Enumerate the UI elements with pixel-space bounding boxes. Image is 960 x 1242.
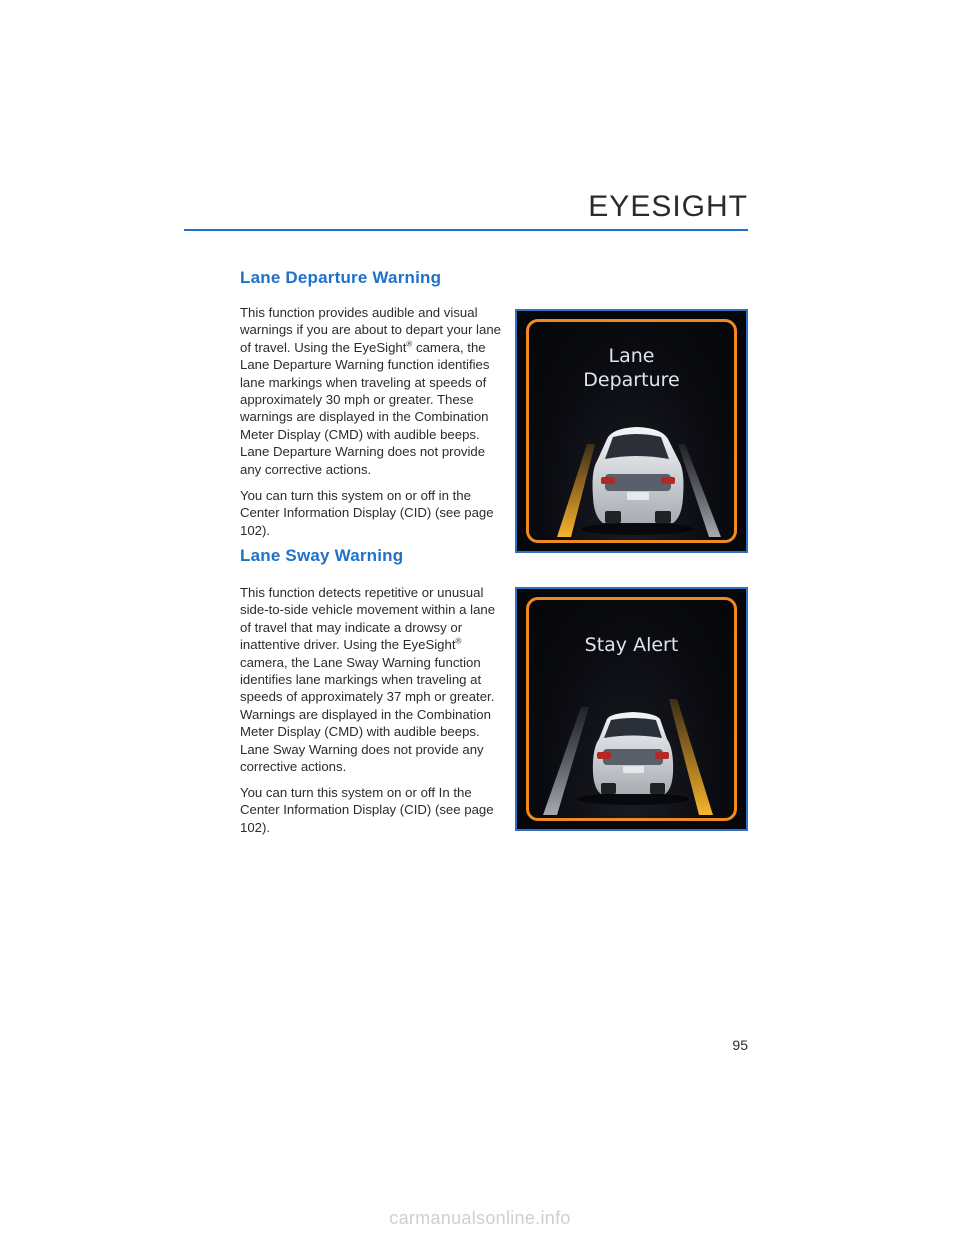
right-lane-line bbox=[678, 444, 721, 537]
lane-departure-display bbox=[515, 309, 748, 553]
lane-departure-text-b: camera, the Lane Departure Warning function identifies lane markings when traveling at speeds of approximately 30 mph or greater. These warnings are displayed in the Combination Meter Display (CMD) with audible beeps. Lane Departure Warning does not provide any corrective actions. bbox=[240, 339, 490, 477]
lane-departure-message-line1: Lane bbox=[608, 345, 655, 367]
car-icon bbox=[581, 427, 693, 535]
lane-sway-toggle-note: You can turn this system on or off In the Center Information Display (CID) (see page 102). bbox=[240, 785, 494, 835]
lane-departure-toggle-note: You can turn this system on or off in the Center Information Display (CID) (see page 102). bbox=[240, 488, 494, 538]
page-number: 95 bbox=[732, 1037, 748, 1053]
lane-departure-description bbox=[240, 304, 502, 478]
lane-departure-message-line2: Departure bbox=[583, 369, 680, 391]
section-title: EYESIGHT bbox=[588, 190, 748, 223]
left-lane-line bbox=[557, 444, 595, 537]
lane-sway-heading: Lane Sway Warning bbox=[240, 546, 404, 565]
header-rule bbox=[184, 229, 748, 231]
lane-sway-car-illustration bbox=[517, 589, 748, 831]
lane-sway-display bbox=[515, 587, 748, 831]
lane-sway-text-a: This function detects repetitive or unusual side-to-side vehicle movement within a lane of travel that may indicate a drowsy or inattentive driver. Using the EyeSight bbox=[240, 585, 496, 653]
lane-sway-text-b: camera, the Lane Sway Warning function identifies lane markings when traveling at speeds of approximately 37 mph or greater. Warnings are displayed in the Combination Meter Display (CMD) with audible beeps. Lane Sway Warning does not provide any corrective actions. bbox=[240, 654, 495, 775]
lane-sway-description bbox=[240, 584, 502, 775]
lane-departure-car-illustration bbox=[517, 311, 748, 553]
watermark: carmanualsonline.info bbox=[389, 1208, 571, 1228]
registered-mark: ® bbox=[455, 636, 462, 646]
lane-sway-message: Stay Alert bbox=[584, 634, 679, 656]
lane-departure-heading: Lane Departure Warning bbox=[240, 268, 442, 287]
registered-mark: ® bbox=[406, 339, 413, 349]
car-icon bbox=[577, 712, 689, 805]
lane-departure-text-a: This function provides audible and visual warnings if you are about to depart your lane of travel. Using the EyeSight bbox=[240, 305, 501, 355]
